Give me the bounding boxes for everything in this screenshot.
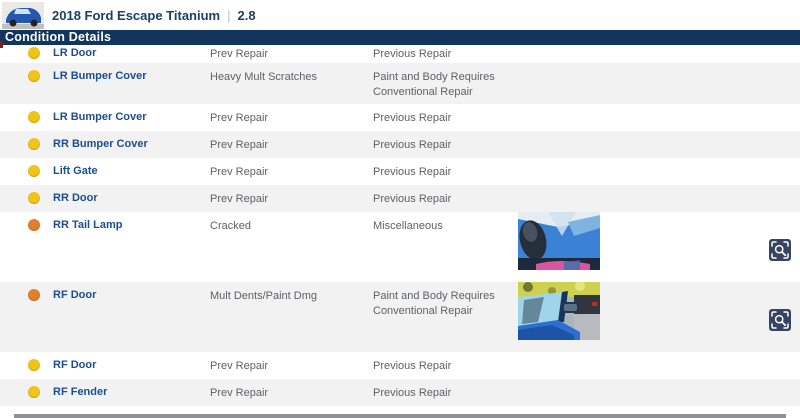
part-name: RR Bumper Cover — [53, 138, 148, 150]
vehicle-header — [0, 0, 800, 30]
damage-description: Prev Repair — [210, 48, 269, 60]
bottom-section-bar — [14, 414, 786, 418]
condition-row[interactable] — [0, 185, 800, 212]
condition-row[interactable] — [0, 352, 800, 379]
damage-description: Cracked — [210, 220, 251, 232]
damage-description: Heavy Mult Scratches — [210, 71, 317, 83]
zoom-icon[interactable] — [769, 239, 791, 261]
severity-dot — [28, 386, 40, 398]
repair-action: Previous Repair — [373, 112, 452, 124]
vehicle-thumbnail-photo[interactable] — [2, 2, 44, 29]
condition-row[interactable] — [0, 212, 800, 282]
condition-row[interactable] — [0, 131, 800, 158]
rf-door-photo[interactable] — [518, 282, 800, 340]
severity-dot — [28, 359, 40, 371]
part-name: RF Door — [53, 289, 97, 301]
condition-table — [0, 45, 800, 406]
tail-lamp-photo[interactable] — [518, 212, 800, 270]
damage-description: Prev Repair — [210, 387, 269, 399]
condition-row[interactable] — [0, 45, 800, 63]
section-title: Condition Details — [5, 30, 112, 44]
condition-row[interactable] — [0, 63, 800, 104]
severity-dot — [28, 47, 40, 59]
vehicle-name: 2018 Ford Escape Titanium — [52, 7, 221, 23]
severity-dot — [28, 165, 40, 177]
part-name: LR Bumper Cover — [53, 70, 147, 82]
repair-action: Paint and Body Requires Conventional Repair — [373, 71, 495, 98]
damage-description: Prev Repair — [210, 139, 269, 151]
condition-row[interactable] — [0, 158, 800, 185]
part-name: RR Tail Lamp — [53, 219, 123, 231]
zoom-icon[interactable] — [769, 309, 791, 331]
damage-description: Prev Repair — [210, 360, 269, 372]
part-name: LR Bumper Cover — [53, 111, 147, 123]
repair-action: Previous Repair — [373, 193, 452, 205]
condition-details-header — [0, 30, 800, 45]
severity-dot — [28, 138, 40, 150]
damage-description: Prev Repair — [210, 112, 269, 124]
damage-description: Mult Dents/Paint Dmg — [210, 290, 317, 302]
damage-description: Prev Repair — [210, 166, 269, 178]
part-name: RR Door — [53, 192, 98, 204]
damage-description: Prev Repair — [210, 193, 269, 205]
repair-action: Previous Repair — [373, 139, 452, 151]
title-separator: | — [227, 7, 231, 23]
repair-action: Previous Repair — [373, 360, 452, 372]
condition-row[interactable] — [0, 379, 800, 406]
repair-action: Previous Repair — [373, 387, 452, 399]
left-edge-marker — [0, 41, 3, 48]
part-name: Lift Gate — [53, 165, 98, 177]
condition-row[interactable] — [0, 282, 800, 352]
condition-row[interactable] — [0, 104, 800, 131]
part-name: RF Fender — [53, 386, 108, 398]
repair-action: Previous Repair — [373, 48, 452, 60]
vehicle-grade: 2.8 — [237, 7, 256, 23]
severity-dot — [28, 192, 40, 204]
vehicle-title — [52, 8, 256, 23]
repair-action: Miscellaneous — [373, 220, 443, 232]
severity-dot — [28, 289, 40, 301]
severity-dot — [28, 111, 40, 123]
photo-slot — [518, 282, 800, 340]
severity-dot — [28, 70, 40, 82]
repair-action: Paint and Body Requires Conventional Repair — [373, 290, 495, 317]
severity-dot — [28, 219, 40, 231]
photo-slot — [518, 212, 800, 270]
part-name: LR Door — [53, 47, 97, 59]
repair-action: Previous Repair — [373, 166, 452, 178]
part-name: RF Door — [53, 359, 97, 371]
